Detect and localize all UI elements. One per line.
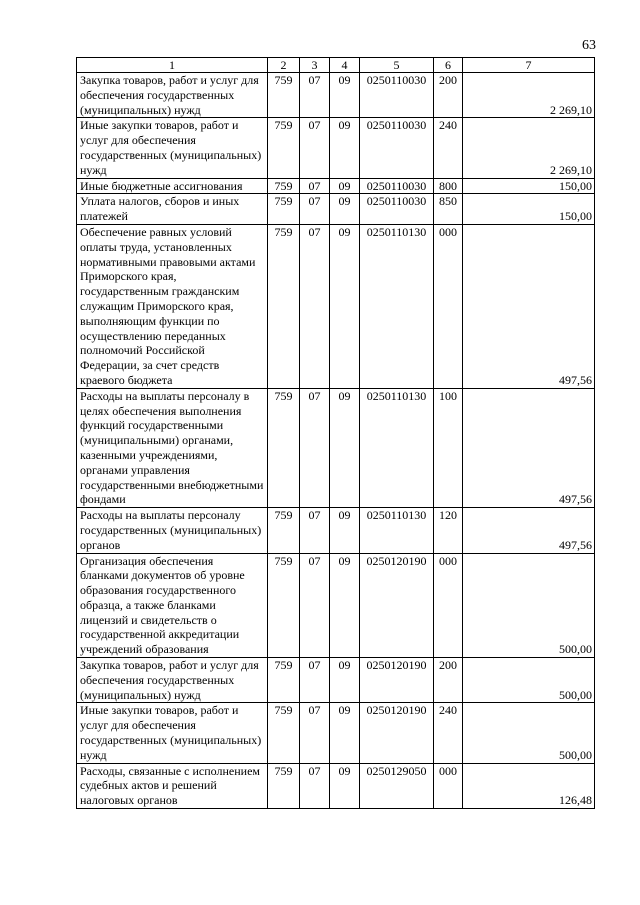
section-code: 07 <box>300 763 330 808</box>
expense-type-code: 120 <box>434 508 463 553</box>
subsection-code: 09 <box>330 73 360 118</box>
target-article-code: 0250110130 <box>360 224 434 388</box>
amount: 126,48 <box>463 763 595 808</box>
expense-type-code: 100 <box>434 388 463 507</box>
item-name: Уплата налогов, сборов и иных платежей <box>77 194 268 225</box>
target-article-code: 0250120190 <box>360 553 434 658</box>
subsection-code: 09 <box>330 658 360 703</box>
table-row <box>77 118 595 178</box>
target-article-code: 0250110130 <box>360 388 434 507</box>
item-name: Иные бюджетные ассигнования <box>77 178 268 194</box>
expense-type-code: 240 <box>434 118 463 178</box>
amount: 2 269,10 <box>463 73 595 118</box>
subsection-code: 09 <box>330 553 360 658</box>
column-header: 5 <box>360 58 434 73</box>
column-header: 3 <box>300 58 330 73</box>
item-name: Расходы, связанные с исполнением судебных актов и решений налоговых органов <box>77 763 268 808</box>
target-article-code: 0250120190 <box>360 703 434 763</box>
amount: 497,56 <box>463 508 595 553</box>
amount: 500,00 <box>463 553 595 658</box>
table-row <box>77 178 595 194</box>
table-row <box>77 763 595 808</box>
subsection-code: 09 <box>330 118 360 178</box>
item-name: Иные закупки товаров, работ и услуг для обеспечения государственных (муниципальных) нужд <box>77 118 268 178</box>
section-code: 07 <box>300 508 330 553</box>
subsection-code: 09 <box>330 703 360 763</box>
subsection-code: 09 <box>330 178 360 194</box>
table-row <box>77 194 595 225</box>
section-code: 07 <box>300 553 330 658</box>
amount: 497,56 <box>463 224 595 388</box>
amount: 500,00 <box>463 703 595 763</box>
expense-type-code: 850 <box>434 194 463 225</box>
item-name: Расходы на выплаты персоналу в целях обеспечения выполнения функций государственными (муниципальными) органами, казенными учреждениями, органами управления государственными внебюджетными фондами <box>77 388 268 507</box>
column-header: 1 <box>77 58 268 73</box>
admin-code: 759 <box>268 73 300 118</box>
target-article-code: 0250110030 <box>360 118 434 178</box>
amount: 2 269,10 <box>463 118 595 178</box>
page-number: 63 <box>582 38 596 53</box>
item-name: Закупка товаров, работ и услуг для обеспечения государственных (муниципальных) нужд <box>77 73 268 118</box>
admin-code: 759 <box>268 553 300 658</box>
section-code: 07 <box>300 703 330 763</box>
expense-type-code: 000 <box>434 763 463 808</box>
target-article-code: 0250120190 <box>360 658 434 703</box>
subsection-code: 09 <box>330 224 360 388</box>
table-row <box>77 224 595 388</box>
expense-type-code: 200 <box>434 658 463 703</box>
section-code: 07 <box>300 658 330 703</box>
expense-type-code: 200 <box>434 73 463 118</box>
amount: 497,56 <box>463 388 595 507</box>
column-header: 4 <box>330 58 360 73</box>
admin-code: 759 <box>268 508 300 553</box>
section-code: 07 <box>300 73 330 118</box>
item-name: Обеспечение равных условий оплаты труда, установленных нормативными правовыми актами Приморского края, государственным гражданским служащим Приморского края, выполняющим функции по осуществлению переданных полномочий Российской Федерации, за счет средств краевого бюджета <box>77 224 268 388</box>
expense-type-code: 000 <box>434 553 463 658</box>
admin-code: 759 <box>268 118 300 178</box>
amount: 150,00 <box>463 194 595 225</box>
subsection-code: 09 <box>330 763 360 808</box>
expense-type-code: 000 <box>434 224 463 388</box>
expense-type-code: 240 <box>434 703 463 763</box>
admin-code: 759 <box>268 658 300 703</box>
admin-code: 759 <box>268 703 300 763</box>
amount: 150,00 <box>463 178 595 194</box>
amount: 500,00 <box>463 658 595 703</box>
item-name: Расходы на выплаты персоналу государственных (муниципальных) органов <box>77 508 268 553</box>
budget-table <box>76 57 595 809</box>
target-article-code: 0250110030 <box>360 73 434 118</box>
subsection-code: 09 <box>330 194 360 225</box>
table-row <box>77 703 595 763</box>
target-article-code: 0250110030 <box>360 178 434 194</box>
section-code: 07 <box>300 388 330 507</box>
subsection-code: 09 <box>330 388 360 507</box>
item-name: Иные закупки товаров, работ и услуг для обеспечения государственных (муниципальных) нужд <box>77 703 268 763</box>
admin-code: 759 <box>268 388 300 507</box>
section-code: 07 <box>300 178 330 194</box>
subsection-code: 09 <box>330 508 360 553</box>
column-number-row <box>77 58 595 73</box>
table-row <box>77 553 595 658</box>
item-name: Организация обеспечения бланками документов об уровне образования государственного образца, а также бланками лицензий и свидетельств о государственной аккредитации учреждений образования <box>77 553 268 658</box>
admin-code: 759 <box>268 194 300 225</box>
table-row <box>77 388 595 507</box>
table-row <box>77 658 595 703</box>
admin-code: 759 <box>268 224 300 388</box>
table-row <box>77 508 595 553</box>
target-article-code: 0250110130 <box>360 508 434 553</box>
target-article-code: 0250110030 <box>360 194 434 225</box>
admin-code: 759 <box>268 178 300 194</box>
target-article-code: 0250129050 <box>360 763 434 808</box>
section-code: 07 <box>300 224 330 388</box>
section-code: 07 <box>300 194 330 225</box>
admin-code: 759 <box>268 763 300 808</box>
column-header: 6 <box>434 58 463 73</box>
column-header: 7 <box>463 58 595 73</box>
section-code: 07 <box>300 118 330 178</box>
column-header: 2 <box>268 58 300 73</box>
table-row <box>77 73 595 118</box>
item-name: Закупка товаров, работ и услуг для обеспечения государственных (муниципальных) нужд <box>77 658 268 703</box>
expense-type-code: 800 <box>434 178 463 194</box>
